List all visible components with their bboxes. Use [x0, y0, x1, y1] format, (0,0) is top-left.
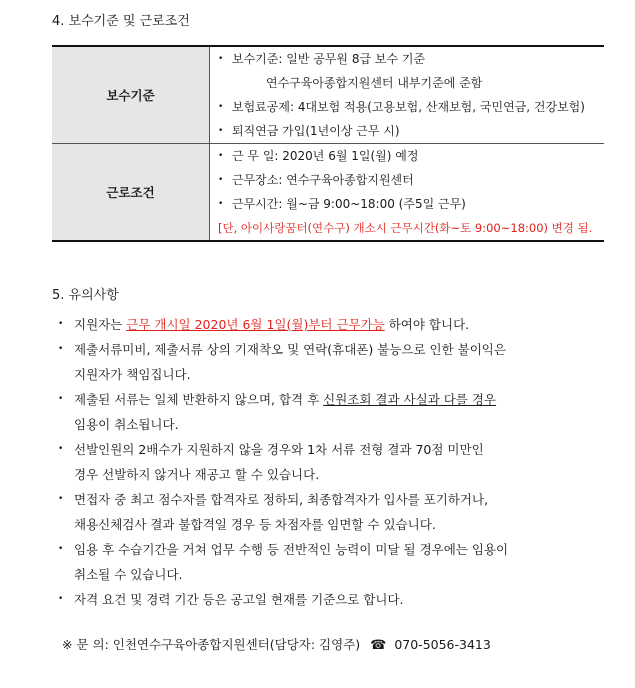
reference-mark: ※ — [62, 637, 73, 652]
bullet-icon: • — [58, 344, 64, 354]
list-item: • 퇴직연금 가입(1년이상 근무 시) — [218, 119, 604, 143]
background-check-emphasis: 신원조회 결과 사실과 다를 경우 — [323, 392, 497, 407]
section-4-title: 4. 보수기준 및 근로조건 — [52, 14, 190, 29]
list-item-continuation: 연수구육아종합지원센터 내부기준에 준함 — [266, 76, 483, 90]
list-item: • 근무시간: 월~금 9:00~18:00 (주5일 근무) — [218, 192, 604, 216]
notes-list — [58, 312, 618, 612]
row-content-work — [210, 144, 605, 242]
contact-line — [62, 635, 491, 653]
bullet-icon: • — [218, 175, 224, 185]
bullet-icon: • — [58, 444, 64, 454]
list-item: • 임용 후 수습기간을 거쳐 업무 수행 등 전반적인 능력이 미달 될 경우에는 임용이 취소될 수 있습니다. — [58, 537, 618, 587]
row-content-pay — [210, 46, 605, 144]
row-label-pay: 보수기준 — [52, 46, 210, 144]
phone-icon: ☎ — [370, 638, 387, 653]
bullet-icon: • — [218, 102, 224, 112]
list-item: • 면접자 중 최고 점수자를 합격자로 정하되, 최종합격자가 입사를 포기하거나, 채용신체검사 결과 불합격일 경우 등 차점자를 임면할 수 있습니다. — [58, 487, 618, 537]
bullet-icon: • — [218, 54, 224, 64]
bullet-icon: • — [58, 319, 64, 329]
list-item: • 제출서류미비, 제출서류 상의 기재착오 및 연락(휴대폰) 불능으로 인한 불이익은 지원자가 책임집니다. — [58, 337, 618, 387]
table-row — [52, 46, 604, 144]
bullet-icon: • — [218, 151, 224, 161]
schedule-change-note: [단, 아이사랑꿈터(연수구) 개소시 근무시간(화~토 9:00~18:00) 변경 됨. — [218, 221, 593, 235]
conditions-table — [52, 45, 604, 242]
table-row — [52, 144, 604, 242]
bullet-icon: • — [58, 594, 64, 604]
list-item: • 보험료공제: 4대보험 적용(고용보험, 산재보험, 국민연금, 건강보험) — [218, 95, 604, 119]
section-5-title: 5. 유의사항 — [52, 288, 119, 303]
list-item: • 근무장소: 연수구육아종합지원센터 — [218, 168, 604, 192]
bullet-icon: • — [218, 199, 224, 209]
contact-text: 문 의: 인천연수구육아종합지원센터(담당자: 김영주) — [76, 637, 361, 652]
row-label-work: 근로조건 — [52, 144, 210, 242]
list-item: • 자격 요건 및 경력 기간 등은 공고일 현재를 기준으로 합니다. — [58, 587, 618, 612]
bullet-icon: • — [218, 126, 224, 136]
list-item: • 제출된 서류는 일체 반환하지 않으며, 합격 후 신원조회 결과 사실과 다를 경우 임용이 취소됩니다. — [58, 387, 618, 437]
list-item: • 지원자는 근무 개시일 2020년 6월 1일(월)부터 근무가능 하여야 합니다. — [58, 312, 618, 337]
bullet-icon: • — [58, 394, 64, 404]
list-item: • 보수기준: 일반 공무원 8급 보수 기준 — [218, 47, 604, 71]
bullet-icon: • — [58, 544, 64, 554]
contact-phone: 070-5056-3413 — [394, 637, 491, 652]
start-date-emphasis: 근무 개시일 2020년 6월 1일(월)부터 근무가능 — [126, 317, 385, 332]
list-item: • 근 무 일: 2020년 6월 1일(월) 예정 — [218, 144, 604, 168]
list-item: • 선발인원의 2배수가 지원하지 않을 경우와 1차 서류 전형 결과 70점 미만인 경우 선발하지 않거나 재공고 할 수 있습니다. — [58, 437, 618, 487]
bullet-icon: • — [58, 494, 64, 504]
